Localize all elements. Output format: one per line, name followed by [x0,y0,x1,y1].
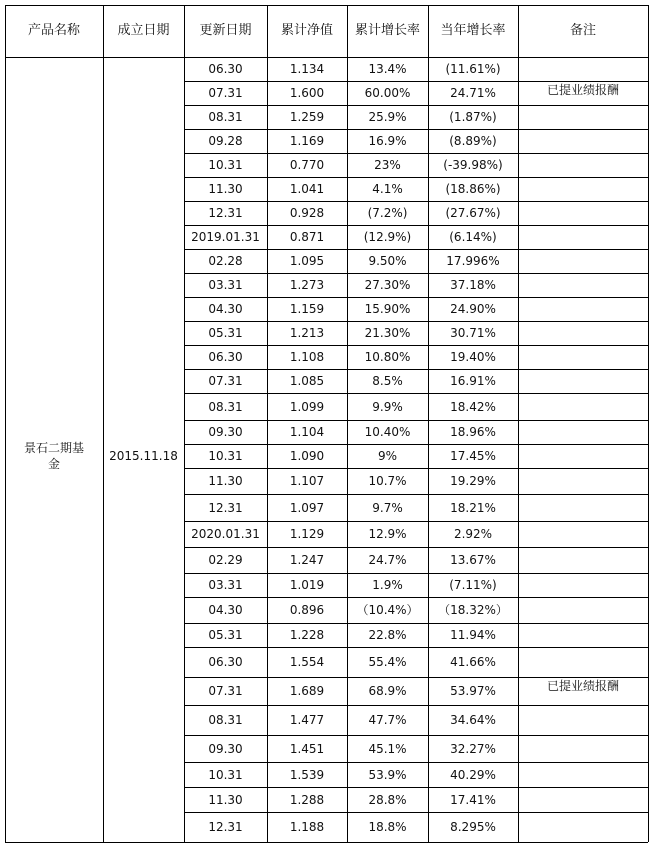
row-cumulative-growth: 45.1% [368,741,407,756]
row-update-date: 11.30 [208,182,243,196]
table-border-left [5,5,6,842]
row-cumulative-growth: 55.4% [368,655,407,669]
row-update-date: 10.31 [208,449,243,463]
row-cumulative-growth: 10.80% [364,350,411,364]
row-cumulative-nav: 0.770 [289,158,325,172]
row-note [518,105,648,129]
row-update-date: 09.30 [208,741,243,756]
header-product-name: 产品名称 [27,23,80,38]
row-cumulative-nav: 1.097 [289,500,325,515]
row-ytd-growth: 24.71% [450,86,496,100]
row-update-date: 04.30 [208,302,243,316]
row-cumulative-nav: 1.554 [289,655,325,669]
row-cumulative-nav: 1.095 [289,254,325,268]
row-ytd-growth: (18.86%) [445,182,501,196]
row-cumulative-nav: 1.019 [289,578,325,592]
row-cumulative-growth: 9.9% [372,399,403,414]
row-update-date: 12.31 [208,206,243,220]
row-update-date: 07.31 [208,374,243,388]
row-note [518,494,648,521]
row-ytd-growth: 16.91% [450,374,496,388]
row-note [518,597,648,623]
row-note [518,787,648,812]
row-ytd-growth: (27.67%) [445,206,501,220]
row-cumulative-nav: 1.129 [289,527,325,541]
row-cumulative-growth: 12.9% [368,527,407,541]
row-cumulative-growth: 47.7% [368,713,407,727]
row-ytd-growth: 53.97% [450,684,496,698]
row-update-date: 03.31 [208,578,243,592]
row-cumulative-growth: 13.4% [368,62,407,76]
row-update-date: 06.30 [208,62,243,76]
table-border-right [648,5,649,842]
row-update-date: 07.31 [208,86,243,100]
row-note [518,153,648,177]
row-update-date: 08.31 [208,110,243,124]
row-note [518,393,648,420]
row-update-date: 11.30 [208,792,243,807]
row-cumulative-growth: 21.30% [364,326,411,340]
row-cumulative-nav: 1.259 [289,110,325,124]
row-note [518,321,648,345]
row-cumulative-nav: 1.107 [289,474,325,488]
row-note [518,468,648,494]
row-ytd-growth: (8.89%) [449,134,497,148]
row-note [518,297,648,321]
row-cumulative-nav: 0.928 [289,206,325,220]
row-note [518,57,648,81]
row-update-date: 12.31 [208,500,243,515]
row-update-date: 10.31 [208,158,243,172]
row-ytd-growth: 41.66% [450,655,496,669]
row-update-date: 06.30 [208,655,243,669]
row-cumulative-growth: 10.7% [368,474,407,488]
row-ytd-growth: 19.40% [450,350,496,364]
row-cumulative-nav: 1.085 [289,374,325,388]
row-note [518,345,648,369]
row-ytd-growth: 18.96% [450,425,496,439]
row-cumulative-growth: 4.1% [372,182,403,196]
row-note [518,420,648,444]
row-cumulative-growth: 27.30% [364,278,411,292]
row-cumulative-nav: 1.104 [289,425,325,439]
row-cumulative-nav: 1.108 [289,350,325,364]
row-note [518,735,648,762]
row-update-date: 12.31 [208,820,243,834]
row-cumulative-growth: 15.90% [364,302,411,316]
row-ytd-growth: 17.996% [446,254,500,268]
header-cumulative-nav: 累计净值 [280,23,333,38]
row-ytd-growth: 37.18% [450,278,496,292]
row-update-date: 06.30 [208,350,243,364]
row-note [518,249,648,273]
row-cumulative-growth: 9% [377,449,398,463]
row-ytd-growth: （18.32%） [438,603,508,617]
row-ytd-growth: (1.87%) [449,110,497,124]
row-cumulative-growth: 16.9% [368,134,407,148]
row-cumulative-growth: 10.40% [364,425,411,439]
row-note [518,444,648,468]
row-cumulative-growth: 68.9% [368,684,407,698]
row-cumulative-growth: 9.50% [368,254,407,268]
row-cumulative-growth: 60.00% [364,86,411,100]
row-update-date: 10.31 [208,767,243,782]
row-update-date: 2019.01.31 [191,230,260,244]
row-cumulative-nav: 1.041 [289,182,325,196]
row-ytd-growth: 30.71% [450,326,496,340]
row-cumulative-growth: 28.8% [368,792,407,807]
row-cumulative-growth: (12.9%) [363,230,412,244]
row-cumulative-nav: 1.273 [289,278,325,292]
row-ytd-growth: (-39.98%) [443,158,503,172]
row-ytd-growth: 18.21% [450,500,496,515]
row-ytd-growth: (7.11%) [449,578,497,592]
row-cumulative-nav: 1.188 [289,820,325,834]
row-note [518,623,648,647]
row-note [518,201,648,225]
row-ytd-growth: (6.14%) [449,230,497,244]
row-cumulative-nav: 1.099 [289,399,325,414]
row-update-date: 03.31 [208,278,243,292]
row-cumulative-nav: 1.169 [289,134,325,148]
row-cumulative-nav: 1.090 [289,449,325,463]
row-note [518,129,648,153]
row-ytd-growth: 40.29% [450,767,496,782]
row-update-date: 2020.01.31 [191,527,260,541]
header-notes: 备注 [569,23,596,38]
row-note [518,762,648,787]
row-cumulative-growth: 53.9% [368,767,407,782]
row-cumulative-nav: 1.288 [289,792,325,807]
row-note [518,647,648,677]
row-ytd-growth: 11.94% [450,628,496,642]
row-cumulative-growth: 18.8% [368,820,407,834]
row-cumulative-nav: 1.134 [289,62,325,76]
row-note [518,547,648,573]
row-cumulative-growth: （10.4%） [356,603,419,617]
row-ytd-growth: 19.29% [450,474,496,488]
row-cumulative-nav: 1.689 [289,684,325,698]
header-cumulative-growth: 累计增长率 [354,23,420,38]
row-update-date: 11.30 [208,474,243,488]
row-note: 已提业绩报酬 [546,83,619,97]
row-cumulative-nav: 0.896 [289,603,325,617]
header-inception-date: 成立日期 [117,23,170,38]
row-cumulative-nav: 1.600 [289,86,325,100]
row-ytd-growth: 34.64% [450,713,496,727]
row-cumulative-nav: 1.213 [289,326,325,340]
row-update-date: 08.31 [208,713,243,727]
row-cumulative-nav: 1.247 [289,553,325,567]
row-update-date: 04.30 [208,603,243,617]
row-cumulative-nav: 1.539 [289,767,325,782]
row-ytd-growth: 13.67% [450,553,496,567]
table-border-bottom [5,842,648,843]
row-note [518,369,648,393]
row-update-date: 05.31 [208,326,243,340]
row-ytd-growth: 2.92% [453,527,493,541]
row-cumulative-growth: 25.9% [368,110,407,124]
row-cumulative-nav: 0.871 [289,230,325,244]
row-update-date: 09.30 [208,425,243,439]
row-note [518,812,648,842]
row-cumulative-growth: 1.9% [372,578,403,592]
row-note [518,573,648,597]
row-update-date: 02.29 [208,553,243,567]
row-cumulative-growth: 22.8% [368,628,407,642]
row-cumulative-nav: 1.477 [289,713,325,727]
row-cumulative-growth: 24.7% [368,553,407,567]
row-note [518,705,648,735]
row-update-date: 09.28 [208,134,243,148]
row-ytd-growth: (11.61%) [445,62,501,76]
row-update-date: 02.28 [208,254,243,268]
row-ytd-growth: 32.27% [450,741,496,756]
row-cumulative-growth: 9.7% [372,500,403,515]
row-note [518,521,648,547]
row-update-date: 05.31 [208,628,243,642]
product-name-cell: 景石二期基金 [23,440,84,471]
row-ytd-growth: 18.42% [450,399,496,414]
row-ytd-growth: 17.41% [450,792,496,807]
row-note [518,225,648,249]
row-update-date: 07.31 [208,684,243,698]
row-cumulative-growth: 8.5% [372,374,403,388]
row-cumulative-growth: (7.2%) [367,206,408,220]
inception-date-cell: 2015.11.18 [109,448,178,463]
row-cumulative-nav: 1.228 [289,628,325,642]
row-cumulative-nav: 1.159 [289,302,325,316]
row-note [518,177,648,201]
header-ytd-growth: 当年增长率 [440,23,506,38]
row-ytd-growth: 8.295% [450,820,496,834]
row-ytd-growth: 17.45% [450,449,496,463]
row-note [518,273,648,297]
row-cumulative-nav: 1.451 [289,741,325,756]
row-note: 已提业绩报酬 [546,679,619,693]
row-ytd-growth: 24.90% [450,302,496,316]
header-update-date: 更新日期 [199,23,252,38]
row-cumulative-growth: 23% [374,158,401,172]
row-update-date: 08.31 [208,399,243,414]
